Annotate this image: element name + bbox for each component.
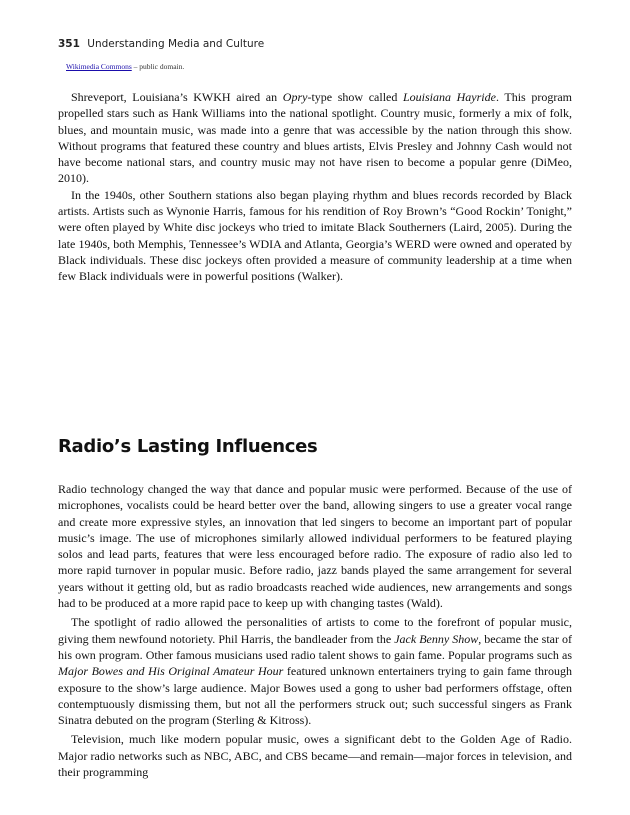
section-1-body	[58, 89, 572, 285]
italic-title: Major Bowes and His Original Amateur Hour	[58, 664, 284, 679]
section-heading: Radio’s Lasting Influences	[58, 436, 318, 457]
italic-title: Jack Benny Show	[394, 631, 479, 646]
text-run: In the 1940s, other Southern stations also began playing rhythm and blues records recorded by Black artists. Artists such as Wynonie Harris, famous for his rendition of Roy Brown’s “Good Rockin’ Tonight,” were often played by White disc jockeys who tried to imitate Black Southerners (Laird, 2005). During the late 1940s, both Memphis, Tennessee’s WDIA and Atlanta, Georgia’s WERD were owned and operated by Black individuals. These disc jockeys often provided a measure of community leadership at a time when few Black individuals were in powerful positions (Walker).	[58, 187, 572, 284]
text-run: Television, much like modern popular music, owes a significant debt to the Golden Age of Radio. Major radio networks such as NBC, ABC, and CBS became—and remain—major forces in television, and their programming	[58, 732, 572, 780]
paragraph-microphones	[58, 481, 572, 611]
paragraph-louisiana-hayride	[58, 89, 572, 187]
italic-title: Opry	[282, 90, 308, 104]
paragraph-spotlight	[58, 614, 572, 728]
paragraph-television	[58, 731, 572, 780]
credit-license: – public domain.	[131, 62, 185, 71]
text-run: . This program propelled stars such as Hank Williams into the national spotlight. Country music, formerly a mix of folk, blues, and mountain music, was made into a genre that was accessible by the nation through this show. Without programs that featured these country and blues artists, Elvis Presley and Johnny Cash would not have become national stars, and country music may not have risen to become a popular genre (DiMeo, 2010).	[58, 90, 573, 186]
section-2-body	[58, 481, 572, 780]
book-title: Understanding Media and Culture	[87, 38, 265, 50]
paragraph-rhythm-and-blues	[58, 187, 572, 285]
italic-title: Louisiana Hayride	[403, 90, 496, 104]
running-header	[58, 38, 264, 50]
image-credit	[66, 62, 184, 71]
wikimedia-commons-link[interactable]: Wikimedia Commons	[66, 62, 132, 71]
text-run: The spotlight of radio allowed the personalities of artists to come to the forefront of popular music, giving them newfound notoriety. Phil Harris, the bandleader from the	[58, 615, 572, 646]
text-run: Shreveport, Louisiana’s KWKH aired an	[71, 90, 283, 104]
text-run: -type show called	[307, 90, 403, 104]
text-run: , became the star of his own program. Other famous musicians used radio talent shows to gain fame. Popular programs such as	[58, 631, 573, 662]
text-run: Radio technology changed the way that dance and popular music were performed. Because of the use of microphones, vocalists could be heard better over the band, allowing singers to use a greater vocal range and create more expressive styles, an innovation that led singers to become an important part of popular music’s image. The use of microphones similarly allowed individual performers to be featured playing solos and lead parts, features that were less encouraged before radio. The exposure of radio also led to more rapid turnover in popular music. Before radio, jazz bands played the same arrangement for several years without it getting old, but as radio broadcasts reached wide audiences, new arrangements and songs had to be produced at a more rapid pace to keep up with changing tastes (Wald).	[58, 482, 572, 611]
text-run: featured unknown entertainers trying to gain fame through exposure to the show’s large audience. Major Bowes used a gong to usher bad performers offstage, often contemptuously dismissing them, but not all the performers struck out; such successful singers as Frank Sinatra debuted on the program (Sterling & Kitross).	[58, 664, 572, 728]
page-number: 351	[58, 38, 80, 50]
